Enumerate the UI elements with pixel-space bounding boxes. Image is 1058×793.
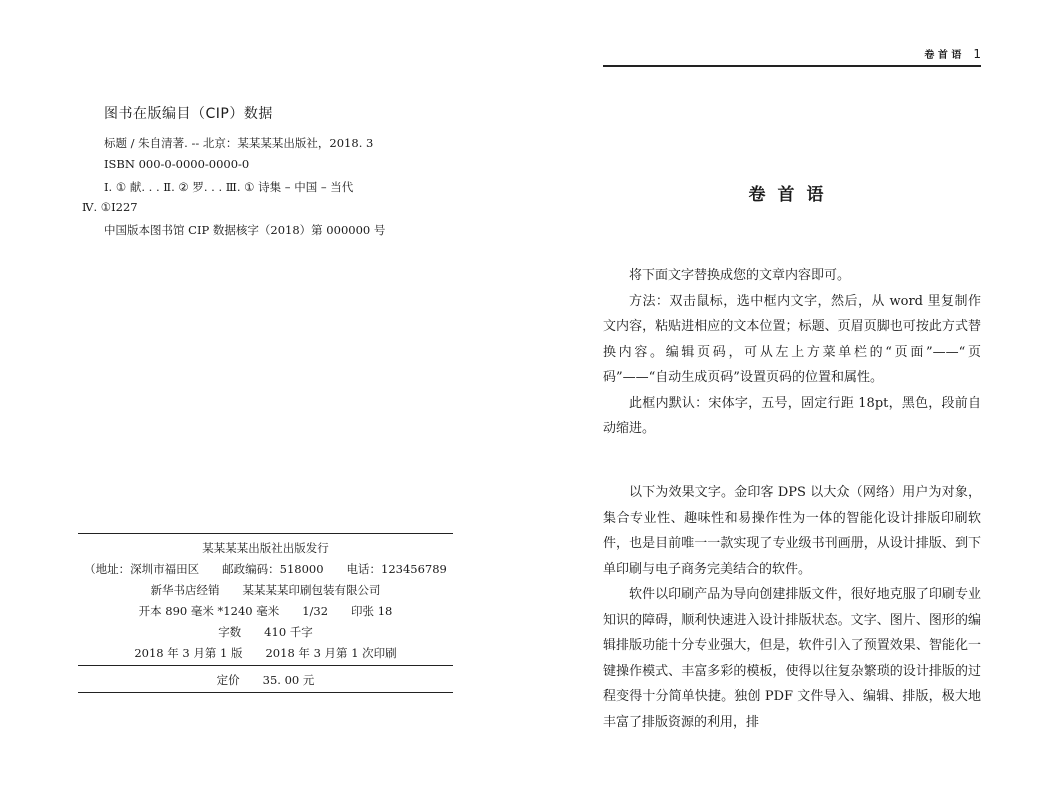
- imprint-price: 定价 35. 00 元: [216, 673, 315, 687]
- body-paragraph: 软件以印刷产品为导向创建排版文件，很好地克服了印刷专业知识的障碍，顺利快速进入设计排版状态。文字、图片、图形的编辑排版功能十分专业强大，但是，软件引入了预置效果、智能化一键操作模式、丰富多彩的模板，使得以往复杂繁琐的设计排版的过程变得十分简单快捷。独创 PDF 文件导入、编辑、排版，极大地丰富了排版资源的利用，排: [603, 587, 981, 730]
- cip-line-classification: Ⅳ. ①I227: [82, 200, 138, 214]
- header-rule: [603, 65, 981, 67]
- cip-line-isbn: ISBN 000-0-0000-0000-0: [104, 157, 250, 171]
- cip-line-cip-number: 中国版本图书馆 CIP 数据核字（2018）第 000000 号: [104, 223, 386, 237]
- body-paragraph: 方法：双击鼠标，选中框内文字，然后，从 word 里复制作文内容，粘贴进相应的文本位置；标题、页眉页脚也可按此方式替换内容。编辑页码，可从左上方菜单栏的“页面”——“页码”——“自动生成页码”设置页码的位置和属性。: [603, 293, 981, 385]
- body-paragraph: 此框内默认：宋体字，五号，固定行距 18pt，黑色，段前自动缩进。: [603, 395, 981, 436]
- running-head: [924, 46, 981, 61]
- imprint-word-count: 字数 410 千字: [218, 625, 313, 639]
- imprint-address: （地址：深圳市福田区 邮政编码：518000 电话：123456789: [84, 562, 447, 576]
- body-paragraph: 将下面文字替换成您的文章内容即可。: [629, 268, 851, 283]
- body-block-sample: [603, 480, 981, 735]
- imprint-publisher: 某某某某出版社出版发行: [202, 541, 329, 555]
- cip-line-title: 标题 / 朱自清著. -- 北京：某某某某出版社，2018. 3: [104, 136, 374, 150]
- imprint-top-rule: [78, 533, 453, 534]
- imprint-edition: 2018 年 3 月第 1 版 2018 年 3 月第 1 次印刷: [134, 646, 397, 660]
- imprint-bottom-rule: [78, 692, 453, 693]
- imprint-format: 开本 890 毫米 *1240 毫米 1/32 印张 18: [138, 604, 393, 618]
- cip-line-subjects: Ⅰ. ① 献. . . Ⅱ. ② 罗. . . Ⅲ. ① 诗集 – 中国 – 当代: [104, 180, 354, 194]
- imprint-distribution: 新华书店经销 某某某某印刷包装有限公司: [150, 583, 381, 597]
- page-number: 1: [973, 47, 981, 61]
- imprint-middle-rule: [78, 665, 453, 666]
- body-paragraph: 以下为效果文字。金印客 DPS 以大众（网络）用户为对象，集合专业性、趣味性和易操作性为一体的智能化设计排版印刷软件，也是目前唯一一款实现了专业级书刊画册，从设计排版、到下单印刷与电子商务完美结合的软件。: [603, 485, 981, 577]
- body-block-instructions: [603, 263, 981, 442]
- chapter-title: 卷首语: [748, 185, 836, 205]
- running-head-title: 卷 首 语: [924, 50, 962, 61]
- cip-title: 图书在版编目（CIP）数据: [104, 106, 273, 122]
